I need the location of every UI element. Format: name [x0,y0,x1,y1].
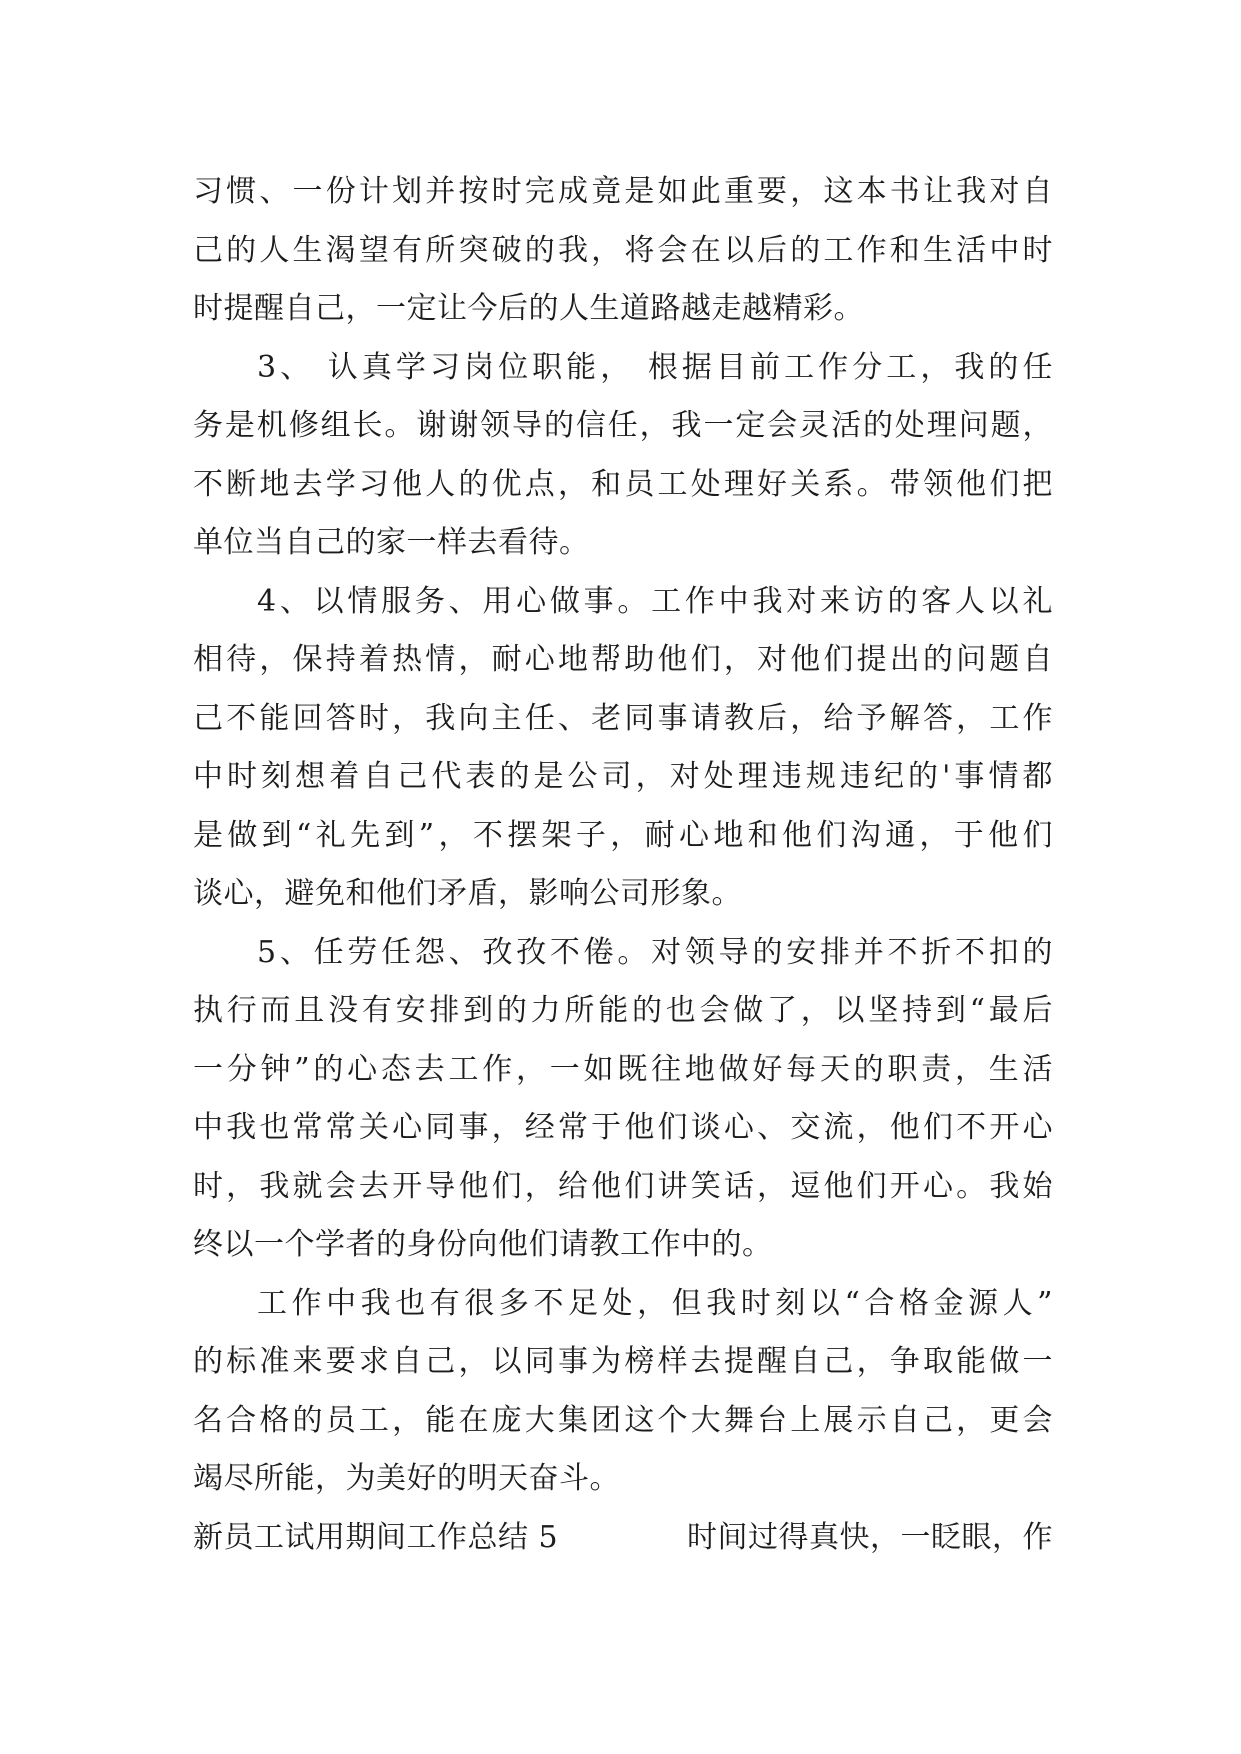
section-heading-line [193,1509,1053,1568]
document-body [193,163,1053,1567]
text-line: 己不能回答时，我向主任、老同事请教后，给予解答，工作 [193,700,1053,736]
text-line: 的标准来要求自己，以同事为榜样去提醒自己，争取能做一 [193,1344,1053,1379]
text-line: 终以一个学者的身份向他们请教工作中的。 [193,1227,773,1262]
paragraph-conclusion [193,1275,1053,1509]
text-line: 己的人生渴望有所突破的我，将会在以后的工作和生活中时 [193,232,1053,268]
paragraph-item-3 [193,339,1053,573]
text-line: 4、以情服务、用心做事。工作中我对来访的客人以礼 [257,583,1053,619]
text-line: 中时刻想着自己代表的是公司，对处理违规违纪的'事情都 [193,759,1053,794]
text-line: 习惯、一份计划并按时完成竟是如此重要，这本书让我对自 [193,174,1053,209]
text-line: 单位当自己的家一样去看待。 [193,525,590,560]
text-line: 5、任劳任怨、孜孜不倦。对领导的安排并不折不扣的 [257,934,1053,970]
text-line: 工作中我也有很多不足处，但我时刻以“合格金源人” [257,1285,1053,1321]
text-line: 是做到“礼先到”，不摆架子，耐心地和他们沟通，于他们 [193,817,1053,853]
paragraph-item-5 [193,924,1053,1275]
paragraph-continued [193,163,1053,339]
section-heading-title: 新员工试用期间工作总结 5 [193,1519,559,1555]
text-line: 3、 认真学习岗位职能， 根据目前工作分工，我的任 [257,349,1053,385]
text-line: 竭尽所能，为美好的明天奋斗。 [193,1461,620,1496]
text-line: 时提醒自己，一定让今后的人生道路越走越精彩。 [193,291,864,326]
text-line: 务是机修组长。谢谢领导的信任，我一定会灵活的处理问题， [193,408,1053,443]
section-heading-tail: 时间过得真快，一眨眼，作 [687,1519,1053,1555]
text-line: 相待，保持着热情，耐心地帮助他们，对他们提出的问题自 [193,642,1053,677]
text-line: 时，我就会去开导他们，给他们讲笑话，逗他们开心。我始 [193,1168,1053,1204]
text-line: 执行而且没有安排到的力所能的也会做了，以坚持到“最后 [193,993,1053,1028]
text-line: 不断地去学习他人的优点，和员工处理好关系。带领他们把 [193,466,1053,502]
text-line: 谈心，避免和他们矛盾，影响公司形象。 [193,876,742,911]
paragraph-item-4 [193,573,1053,924]
text-line: 中我也常常关心同事，经常于他们谈心、交流，他们不开心 [193,1110,1053,1145]
text-line: 一分钟”的心态去工作，一如既往地做好每天的职责，生活 [193,1051,1053,1087]
text-line: 名合格的员工，能在庞大集团这个大舞台上展示自己，更会 [193,1402,1053,1438]
